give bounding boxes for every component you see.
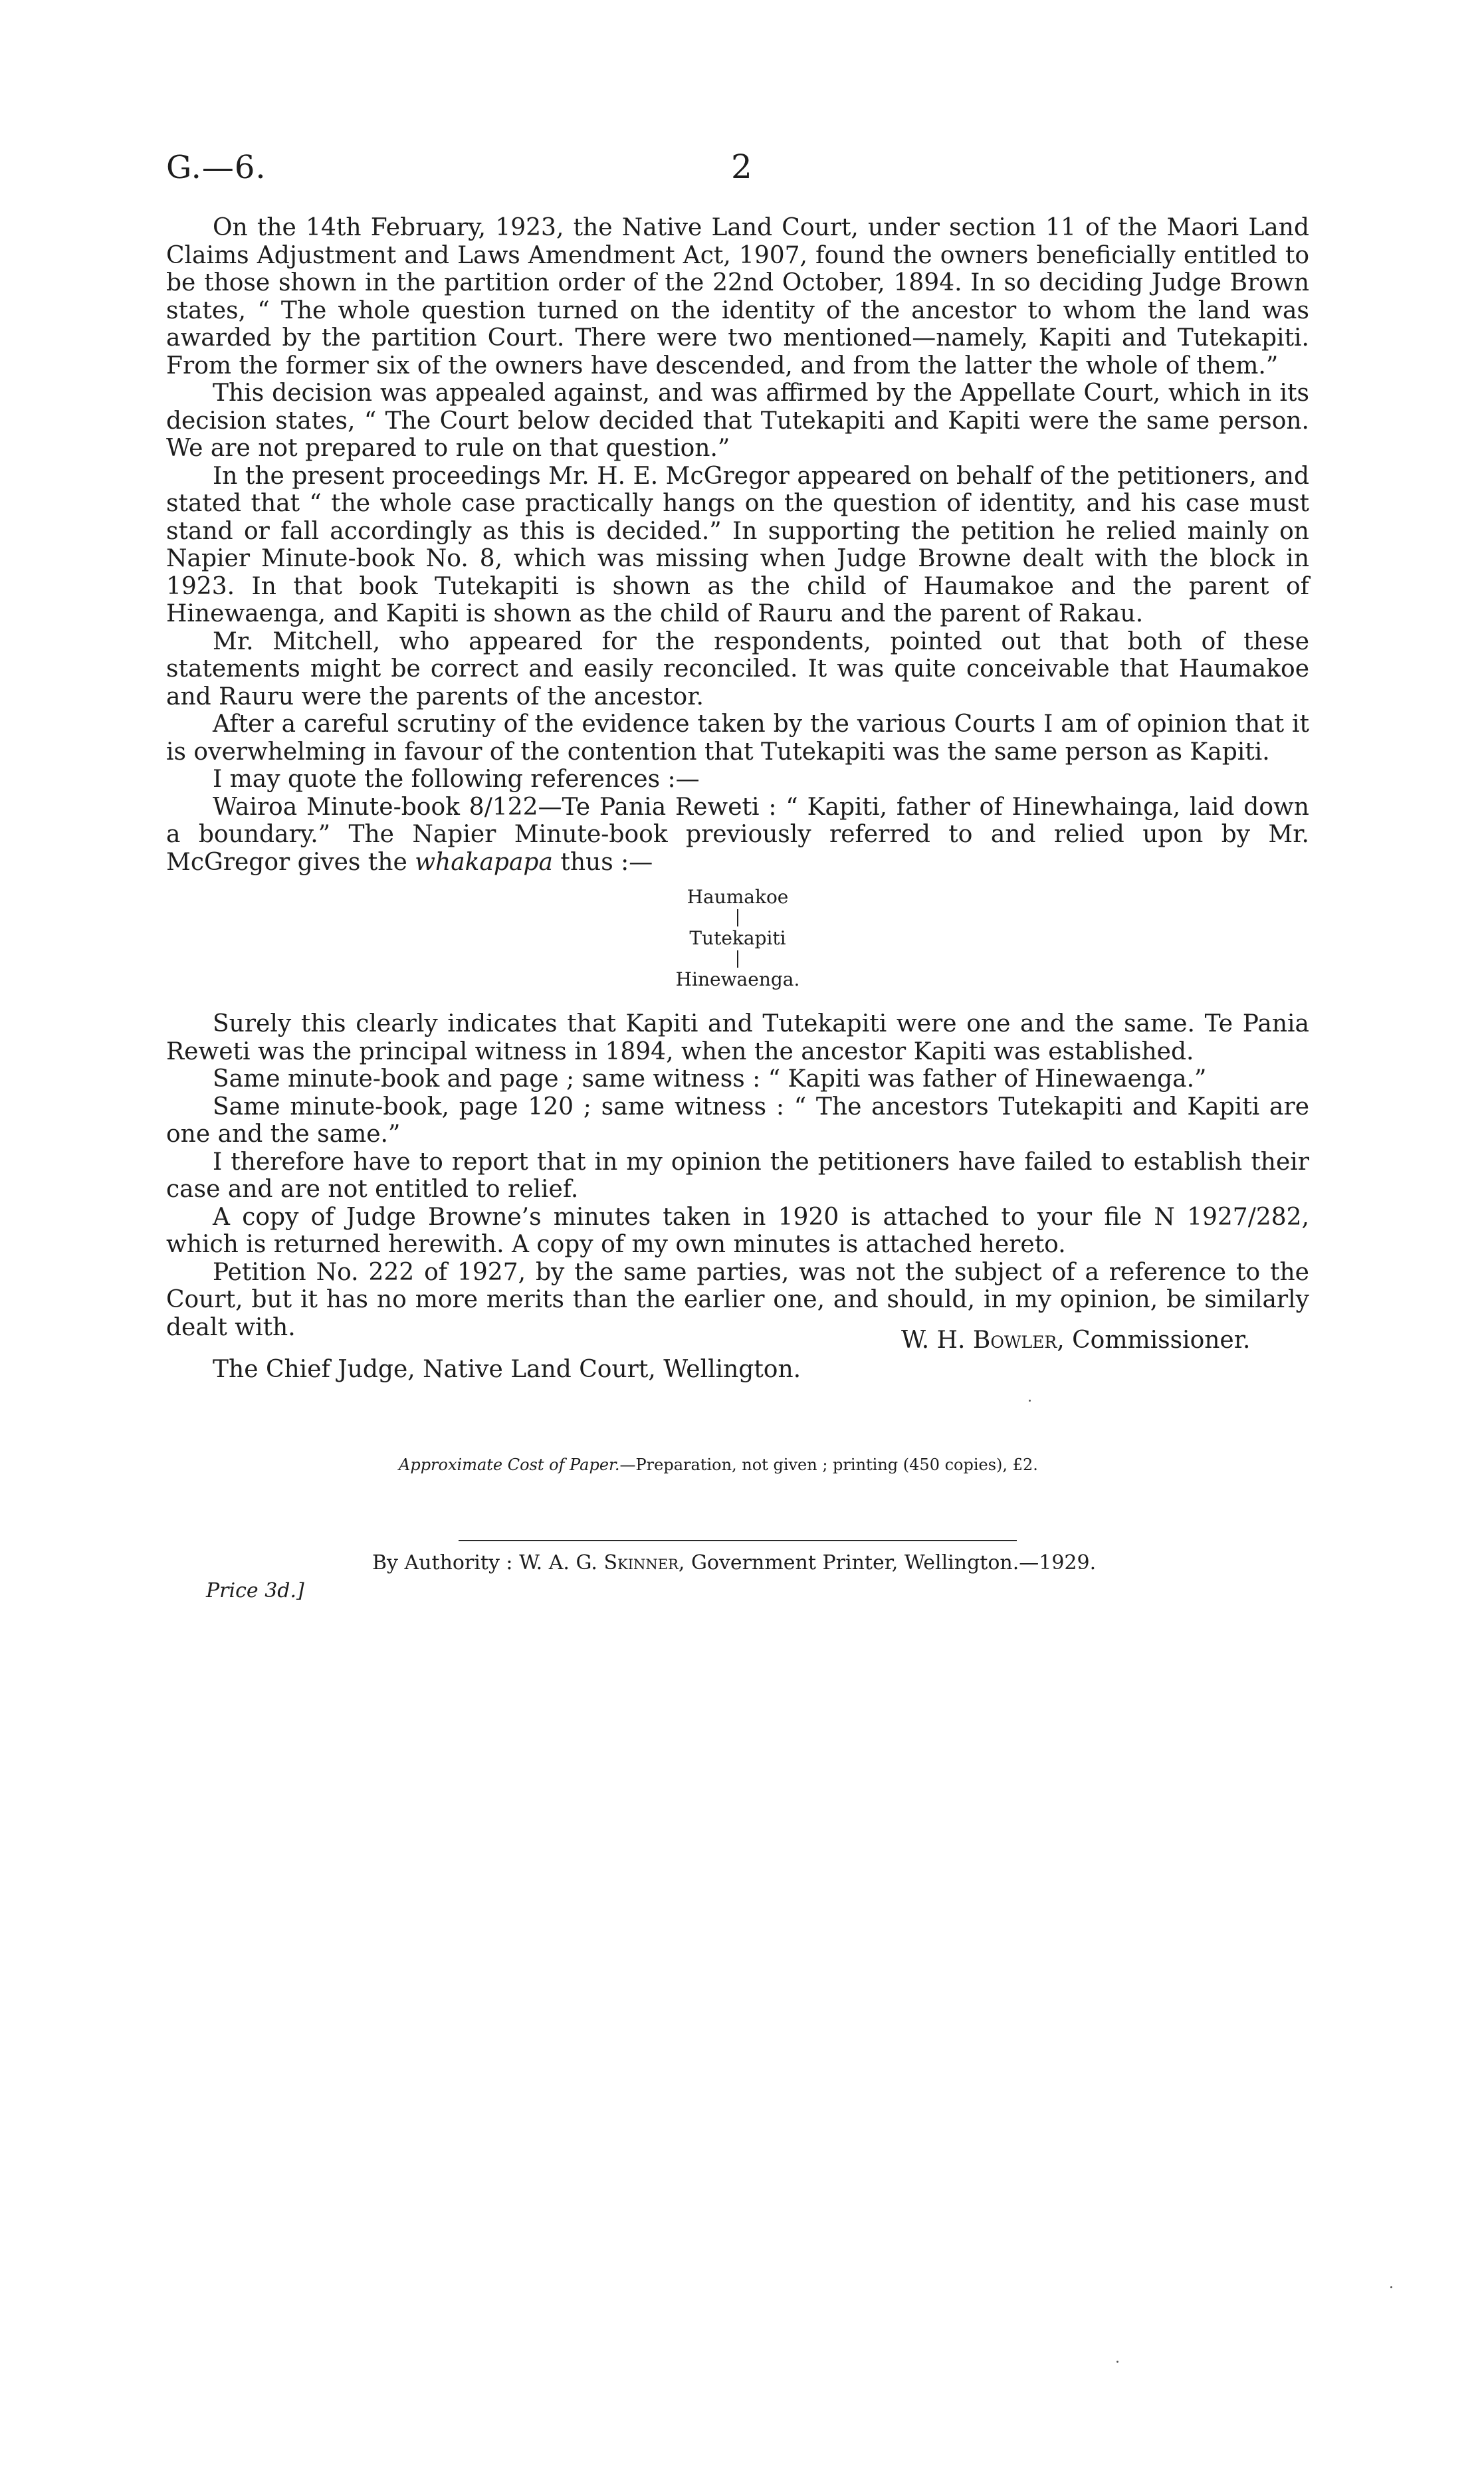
paragraph-page-120-quote: Same minute-book, page 120 ; same witness : “ The ancestors Tutekapiti and Kapiti are one and the same.”	[166, 1093, 1309, 1148]
paragraph-native-land-court-finding: On the 14th February, 1923, the Native Land Court, under section 11 of the Maori Land Claims Adjustment and Laws Amendment Act, 1907, found the owners beneficially entitled to be those shown in the partition order of the 22nd October, 1894. In so deciding Judge Brown states, “ The whole question turned on the identity of the ancestor to whom the land was awarded by the partition Court. There were two mentioned—namely, Kapiti and Tutekapiti. From the former six of the owners have descended, and from the latter the whole of them.”	[166, 214, 1309, 379]
whakapapa-term: whakapapa	[415, 848, 553, 876]
genealogy-name-haumakoe: Haumakoe	[687, 886, 789, 908]
paragraph-mitchell-response: Mr. Mitchell, who appeared for the respondents, pointed out that both of these statements might be correct and easily reconciled. It was quite conceivable that Haumakoe and Rauru were the parents of the ancestor.	[166, 627, 1309, 710]
wairoa-text-before: Wairoa Minute-book 8/122—Te Pania Reweti : “ Kapiti, father of Hinewhainga, laid down a boundary.” The Napier Minute-book previously referred to and relied upon by Mr. McGregor gives the	[166, 793, 1309, 876]
genealogy-connector-line	[737, 909, 738, 926]
document-reference: G.—6.	[166, 149, 266, 186]
paragraph-minutes-attached: A copy of Judge Browne’s minutes taken in 1920 is attached to your file N 1927/282, which is returned herewith. A copy of my own minutes is attached hereto.	[166, 1203, 1309, 1258]
authority-prefix: By Authority : W. A. G.	[372, 1551, 604, 1574]
paragraph-same-witness-quote: Same minute-book and page ; same witness : “ Kapiti was father of Hinewaenga.”	[213, 1065, 1207, 1093]
footer-divider	[459, 1540, 1017, 1541]
report-body	[166, 214, 1309, 1341]
cost-of-paper-note	[399, 1455, 1038, 1474]
authority-suffix: Government Printer, Wellington.—1929.	[685, 1551, 1097, 1574]
price-note: Price 3d.]	[206, 1579, 304, 1602]
printer-name: Skinner,	[603, 1551, 685, 1574]
paragraph-scrutiny-opinion: After a careful scrutiny of the evidence taken by the various Courts I am of opinion that it is overwhelming in favour of the contention that Tutekapiti was the same person as Kapiti.	[166, 710, 1309, 766]
genealogy-name-tutekapiti: Tutekapiti	[689, 927, 786, 949]
page-number: 2	[731, 148, 752, 186]
cost-details: —Preparation, not given ; printing (450 copies), £2.	[619, 1455, 1038, 1474]
signatory-name: W. H. Bowler,	[901, 1327, 1065, 1354]
genealogy-connector-line	[737, 950, 738, 968]
paragraph-petition-222: Petition No. 222 of 1927, by the same parties, was not the subject of a reference to the Court, but it has no more merits than the earlier one, and should, in my opinion, be similarly dealt with.	[166, 1258, 1309, 1341]
genealogy-name-hinewaenga: Hinewaenga.	[675, 968, 800, 990]
cost-label: Approximate Cost of Paper.	[399, 1455, 620, 1474]
paragraph-identity-conclusion: Surely this clearly indicates that Kapiti and Tutekapiti were one and the same. Te Pania Reweti was the principal witness in 1894, when the ancestor Kapiti was established.	[166, 1010, 1309, 1065]
printer-authority-line	[372, 1551, 1096, 1574]
whakapapa-genealogy	[166, 887, 1309, 990]
paragraph-wairoa-reference	[166, 794, 1309, 877]
scan-speck	[1116, 2361, 1118, 2363]
signatory-title: Commissioner.	[1064, 1327, 1251, 1354]
addressee-line: The Chief Judge, Native Land Court, Wellington.	[213, 1356, 801, 1383]
scan-speck	[1029, 1400, 1031, 1402]
paragraph-appeal-decision: This decision was appealed against, and was affirmed by the Appellate Court, which in its decision states, “ The Court below decided that Tutekapiti and Kapiti were the same person. We are not prepared to rule on that question.”	[166, 379, 1309, 462]
wairoa-text-after: thus :—	[552, 848, 653, 876]
paragraph-mcgregor-submission: In the present proceedings Mr. H. E. McGregor appeared on behalf of the petitioners, and stated that “ the whole case practically hangs on the question of identity, and his case must stand or fall accordingly as this is decided.” In supporting the petition he relied mainly on Napier Minute-book No. 8, which was missing when Judge Browne dealt with the block in 1923. In that book Tutekapiti is shown as the child of Haumakoe and the parent of Hinewaenga, and Kapiti is shown as the child of Rauru and the parent of Rakau.	[166, 462, 1309, 627]
paragraph-references-intro: I may quote the following references :—	[213, 766, 700, 793]
scan-speck	[1390, 2286, 1392, 2288]
commissioner-signature	[901, 1327, 1250, 1354]
paragraph-report-finding: I therefore have to report that in my opinion the petitioners have failed to establish their case and are not entitled to relief.	[166, 1148, 1309, 1203]
